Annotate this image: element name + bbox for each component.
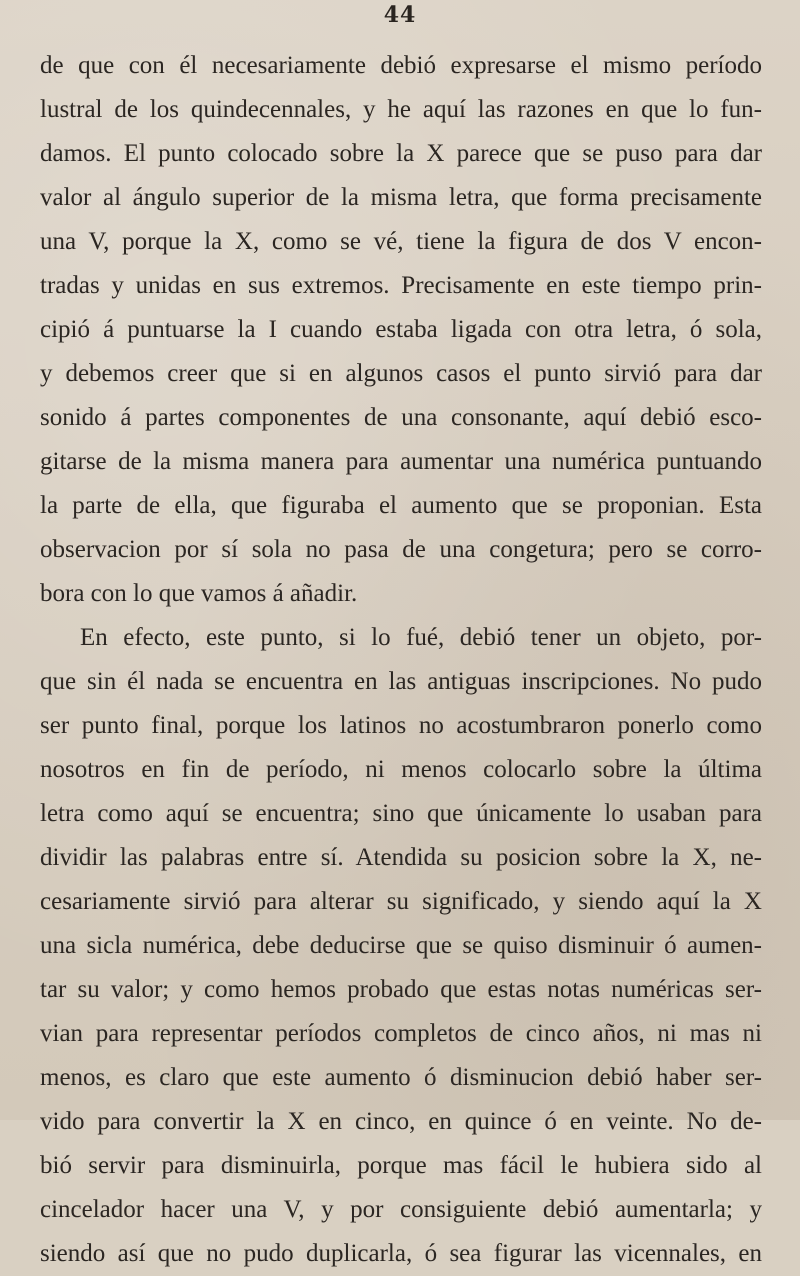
- text-line: observacion por sí sola no pasa de una congetura; pero se corro-: [40, 536, 762, 563]
- paragraph-start-line: En efecto, este punto, si lo fué, debió tener un objeto, por-: [80, 624, 762, 651]
- text-line: una sicla numérica, debe deducirse que se quiso disminuir ó aumen-: [40, 932, 762, 959]
- text-line: de que con él necesariamente debió expresarse el mismo período: [40, 52, 762, 79]
- text-line: la parte de ella, que figuraba el aumento que se proponian. Esta: [40, 492, 762, 519]
- text-line: cipió á puntuarse la I cuando estaba ligada con otra letra, ó sola,: [40, 316, 762, 343]
- text-line: menos, es claro que este aumento ó disminucion debió haber ser-: [40, 1064, 762, 1091]
- text-line: y debemos creer que si en algunos casos el punto sirvió para dar: [40, 360, 762, 387]
- text-line: cesariamente sirvió para alterar su significado, y siendo aquí la X: [40, 888, 762, 915]
- text-line: siendo así que no pudo duplicarla, ó sea figurar las vicennales, en: [40, 1240, 762, 1267]
- text-line: gitarse de la misma manera para aumentar una numérica puntuando: [40, 448, 762, 475]
- text-line: damos. El punto colocado sobre la X parece que se puso para dar: [40, 140, 762, 167]
- text-line: tradas y unidas en sus extremos. Precisamente en este tiempo prin-: [40, 272, 762, 299]
- text-line: tar su valor; y como hemos probado que estas notas numéricas ser-: [40, 976, 762, 1003]
- text-line: lustral de los quindecennales, y he aquí las razones en que lo fun-: [40, 96, 762, 123]
- text-line: dividir las palabras entre sí. Atendida su posicion sobre la X, ne-: [40, 844, 762, 871]
- paragraph-end-line: bora con lo que vamos á añadir.: [40, 580, 358, 607]
- text-line: letra como aquí se encuentra; sino que únicamente lo usaban para: [40, 800, 762, 827]
- text-line: cincelador hacer una V, y por consiguiente debió aumentarla; y: [40, 1196, 762, 1223]
- text-line: nosotros en fin de período, ni menos colocarlo sobre la última: [40, 756, 762, 783]
- text-line: valor al ángulo superior de la misma letra, que forma precisamente: [40, 184, 762, 211]
- text-line: sonido á partes componentes de una consonante, aquí debió esco-: [40, 404, 762, 431]
- page-number: 44: [383, 2, 417, 28]
- text-line: bió servir para disminuirla, porque mas fácil le hubiera sido al: [40, 1152, 762, 1179]
- text-line: vido para convertir la X en cinco, en quince ó en veinte. No de-: [40, 1108, 762, 1135]
- text-line: una V, porque la X, como se vé, tiene la figura de dos V encon-: [40, 228, 762, 255]
- text-line: vian para representar períodos completos de cinco años, ni mas ni: [40, 1020, 762, 1047]
- body-text: [40, 44, 762, 1276]
- text-line: que sin él nada se encuentra en las antiguas inscripciones. No pudo: [40, 668, 762, 695]
- text-line: ser punto final, porque los latinos no acostumbraron ponerlo como: [40, 712, 762, 739]
